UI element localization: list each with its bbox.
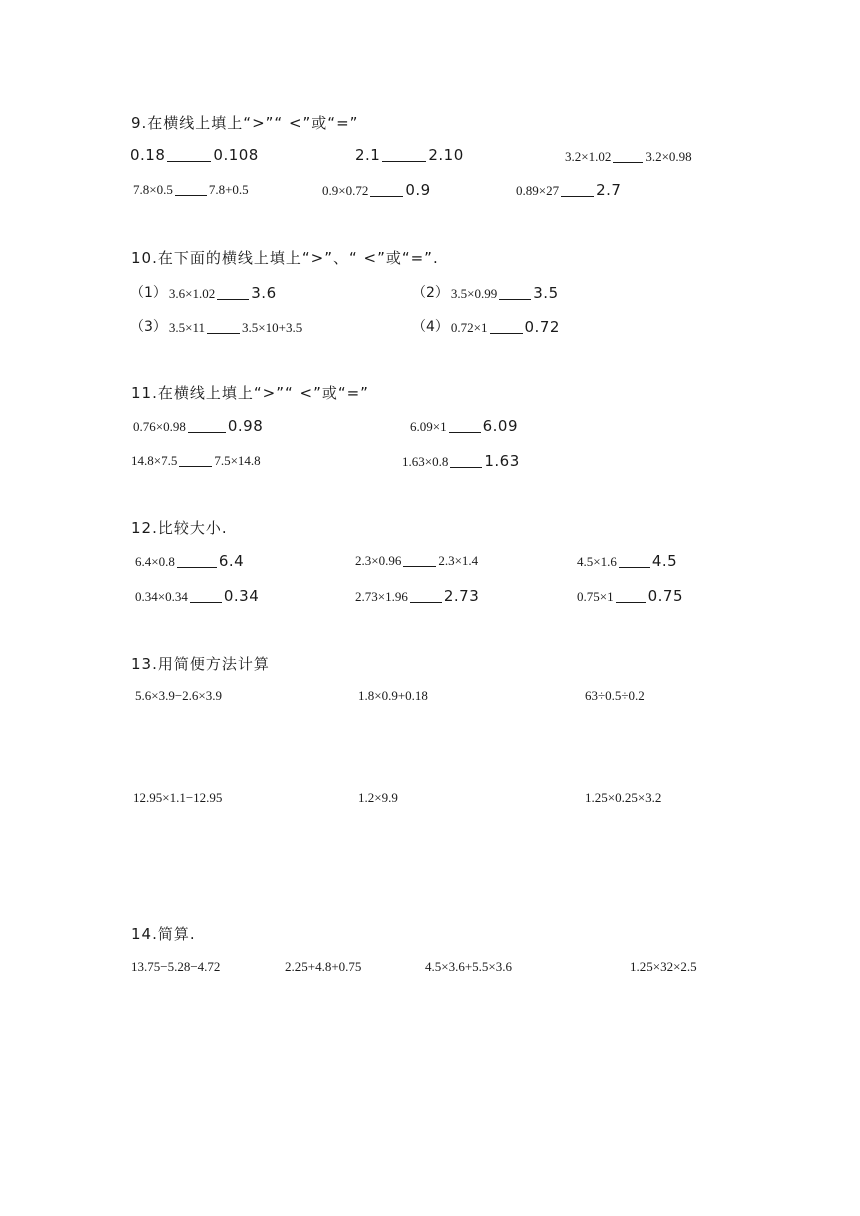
answer-blank[interactable] [410,588,442,603]
comparison-item: 2.3×0.96 2.3×1.4 [355,553,479,568]
calculation-expression: 13.75−5.28−4.72 [131,959,221,974]
comparison-item: （1） 3.6×1.02 3.6 [130,284,277,302]
calculation-expression: 12.95×1.1−12.95 [133,790,223,805]
answer-blank[interactable] [450,453,482,468]
answer-blank[interactable] [382,147,426,162]
comparison-item: 1.63×0.8 1.63 [402,452,520,470]
answer-blank[interactable] [207,319,240,334]
calculation-expression: 1.8×0.9+0.18 [358,688,428,703]
answer-blank[interactable] [175,181,207,196]
answer-blank[interactable] [619,553,650,568]
answer-blank[interactable] [561,182,594,197]
question-11-title: 11.在横线上填上“>”“ <”或“=” [131,384,369,402]
question-9-title: 9.在横线上填上“>”“ <”或“=” [131,114,359,132]
calculation-expression: 1.2×9.9 [358,790,398,805]
calculation-expression: 1.25×32×2.5 [630,959,697,974]
comparison-item: 14.8×7.5 7.5×14.8 [131,453,261,468]
comparison-item: 0.34×0.34 0.34 [135,587,260,605]
comparison-item: 0.89×27 2.7 [516,181,622,199]
answer-blank[interactable] [403,552,436,567]
comparison-item: （4） 0.72×1 0.72 [412,318,560,336]
answer-blank[interactable] [616,588,646,603]
comparison-item: （3） 3.5×11 3.5×10+3.5 [130,319,303,335]
comparison-item: 0.76×0.98 0.98 [133,417,264,435]
answer-blank[interactable] [499,285,531,300]
calculation-expression: 4.5×3.6+5.5×3.6 [425,959,512,974]
comparison-item: 6.09×1 6.09 [410,417,518,435]
comparison-item: 0.9×0.72 0.9 [322,181,431,199]
comparison-item: （2） 3.5×0.99 3.5 [412,284,559,302]
question-10-title: 10.在下面的横线上填上“>”、“ <”或“=”. [131,249,439,267]
question-12-title: 12.比较大小. [131,519,228,537]
answer-blank[interactable] [490,319,523,334]
answer-blank[interactable] [177,553,217,568]
answer-blank[interactable] [167,147,211,162]
comparison-item: 0.18 0.108 [130,146,259,164]
calculation-expression: 1.25×0.25×3.2 [585,790,662,805]
comparison-item: 6.4×0.8 6.4 [135,552,245,570]
comparison-item: 0.75×1 0.75 [577,587,683,605]
question-14-title: 14.简算. [131,925,196,943]
comparison-item: 3.2×1.02 3.2×0.98 [565,149,692,164]
question-13-title: 13.用简便方法计算 [131,655,270,673]
calculation-expression: 63÷0.5÷0.2 [585,688,645,703]
calculation-expression: 2.25+4.8+0.75 [285,959,362,974]
comparison-item: 7.8×0.5 7.8+0.5 [133,182,249,197]
comparison-item: 2.1 2.10 [355,146,464,164]
answer-blank[interactable] [217,285,249,300]
comparison-item: 4.5×1.6 4.5 [577,552,678,570]
answer-blank[interactable] [613,148,643,163]
answer-blank[interactable] [370,182,403,197]
answer-blank[interactable] [190,588,222,603]
answer-blank[interactable] [188,418,226,433]
comparison-item: 2.73×1.96 2.73 [355,587,480,605]
answer-blank[interactable] [449,418,481,433]
answer-blank[interactable] [179,452,212,467]
calculation-expression: 5.6×3.9−2.6×3.9 [135,688,222,703]
